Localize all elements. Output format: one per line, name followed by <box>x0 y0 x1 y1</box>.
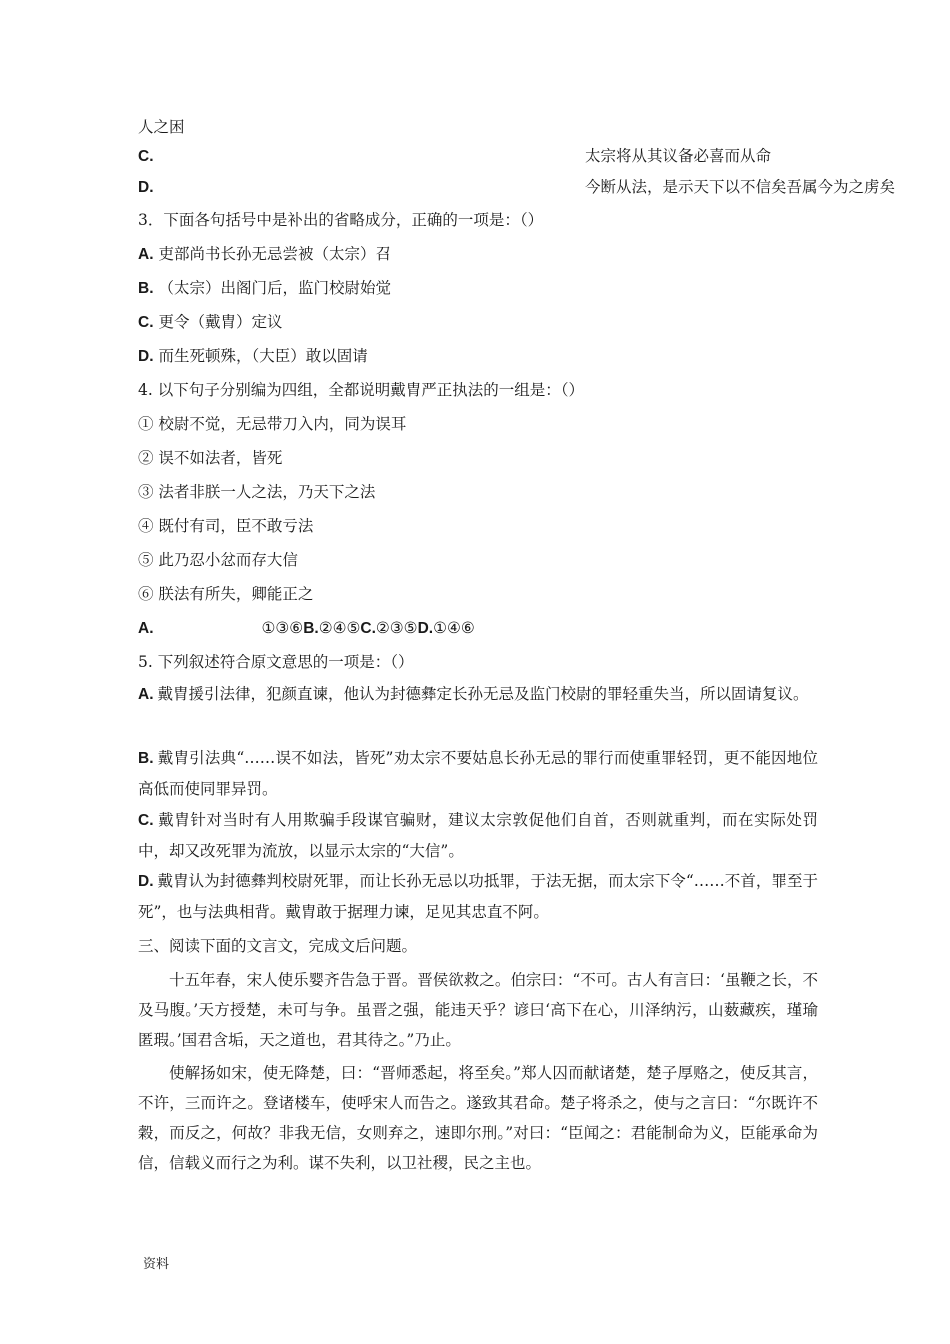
q4-item: ② 误不如法者，皆死 <box>138 449 283 467</box>
option-text: 而生死顿殊，（大臣）敢以固请 <box>158 347 368 365</box>
option-label: A. <box>138 686 154 703</box>
option-text: 戴胄认为封德彝判校尉死罪，而让长孙无忌以功抵罪，于法无据，而太宗下令“……不首，罪至于死”，也与法典相背。戴胄敢于据理力谏，足见其忠直不阿。 <box>138 872 818 921</box>
answer-d: ①④⑥ <box>433 619 475 637</box>
option-label: C. <box>138 148 154 165</box>
answer-c: ②③⑤ <box>375 619 418 637</box>
q2-option-d <box>138 177 896 198</box>
answer-label-b: B. <box>303 620 319 637</box>
q3-stem: 3．下面各句括号中是补出的省略成分，正确的一项是：（） <box>138 211 544 229</box>
q3-option-d <box>138 346 368 367</box>
option-text: 今断从法，是示天下以不信矣吾属今为之虏矣 <box>585 178 896 196</box>
q4-item: ⑤ 此乃忍小忿而存大信 <box>138 551 298 569</box>
option-label: C. <box>138 812 154 829</box>
option-label: B. <box>138 280 154 297</box>
q4-item: ④ 既付有司，臣不敢亏法 <box>138 517 314 535</box>
option-text: 戴胄援引法律，犯颜直谏，他认为封德彝定长孙无忌及监门校尉的罪轻重失当，所以固请复议。 <box>157 685 809 703</box>
option-text: 太宗将从其议备必喜而从命 <box>585 147 772 165</box>
q5-option-d <box>138 866 818 927</box>
q5-option-b <box>138 743 818 804</box>
q5-stem: 5. 下列叙述符合原文意思的一项是：（） <box>138 653 414 671</box>
q4-answers <box>138 618 475 639</box>
option-label: C. <box>138 314 154 331</box>
answer-label-d: D. <box>417 620 434 637</box>
option-label: D. <box>138 179 154 196</box>
passage-paragraph: 使解扬如宋，使无降楚，曰：“晋师悉起，将至矣。”郑人囚而献诸楚，楚子厚赂之，使反其言，不许，三而许之。登诸楼车，使呼宋人而告之。遂致其君命。楚子将杀之，使与之言曰：“尔既许不穀，而反之，何故？非我无信，女则弃之，速即尔刑。”对曰：“臣闻之：君能制命为义，臣能承命为信，信载义而行之为利。谋不失利，以卫社稷，民之主也。 <box>138 1064 818 1172</box>
answer-b: ②④⑤ <box>318 619 361 637</box>
option-text: 戴胄引法典“……误不如法，皆死”劝太宗不要姑息长孙无忌的罪行而使重罪轻罚，更不能因地位高低而使同罪异罚。 <box>138 749 818 798</box>
passage-paragraph: 十五年春，宋人使乐婴齐告急于晋。晋侯欲救之。伯宗曰：“不可。古人有言曰：‘虽鞭之长，不及马腹。’天方授楚，未可与争。虽晋之强，能违天乎？谚曰‘高下在心，川泽纳污，山薮藏疾，瑾瑜匿瑕。’国君含垢，天之道也，君其待之。”乃止。 <box>138 971 818 1049</box>
option-label: D. <box>138 873 154 890</box>
option-text: 吏部尚书长孙无忌尝被（太宗）召 <box>158 245 391 263</box>
q3-option-a <box>138 244 391 265</box>
q4-item: ③ 法者非朕一人之法，乃天下之法 <box>138 483 376 501</box>
q5-option-a <box>138 679 818 710</box>
top-fragment: 人之困 <box>138 118 185 136</box>
page-footer: 资料 <box>143 1257 170 1272</box>
option-label: B. <box>138 750 154 767</box>
answer-a: ①③⑥ <box>261 619 304 637</box>
q4-item: ⑥ 朕法有所失，卿能正之 <box>138 585 314 603</box>
option-text: 戴胄针对当时有人用欺骗手段谋官骗财，建议太宗敦促他们自首，否则就重判，而在实际处罚中，却又改死罪为流放，以显示太宗的“大信”。 <box>138 811 818 860</box>
q3-option-b <box>138 278 391 299</box>
option-text: （太宗）出阁门后，监门校尉始觉 <box>158 279 391 297</box>
q4-stem: 4. 以下句子分别编为四组，全都说明戴胄严正执法的一组是：（） <box>138 381 584 399</box>
section-heading: 三、阅读下面的文言文，完成文后问题。 <box>138 937 418 955</box>
option-label: A. <box>138 246 154 263</box>
answer-label-c: C. <box>360 620 376 637</box>
q4-item: ① 校尉不觉，无忌带刀入内，同为误耳 <box>138 415 407 433</box>
option-text: 更令（戴胄）定议 <box>158 313 283 331</box>
q5-option-c <box>138 805 818 866</box>
answer-label-a: A. <box>138 620 154 637</box>
q3-option-c <box>138 312 282 333</box>
option-label: D. <box>138 348 154 365</box>
q2-option-c <box>138 146 772 167</box>
